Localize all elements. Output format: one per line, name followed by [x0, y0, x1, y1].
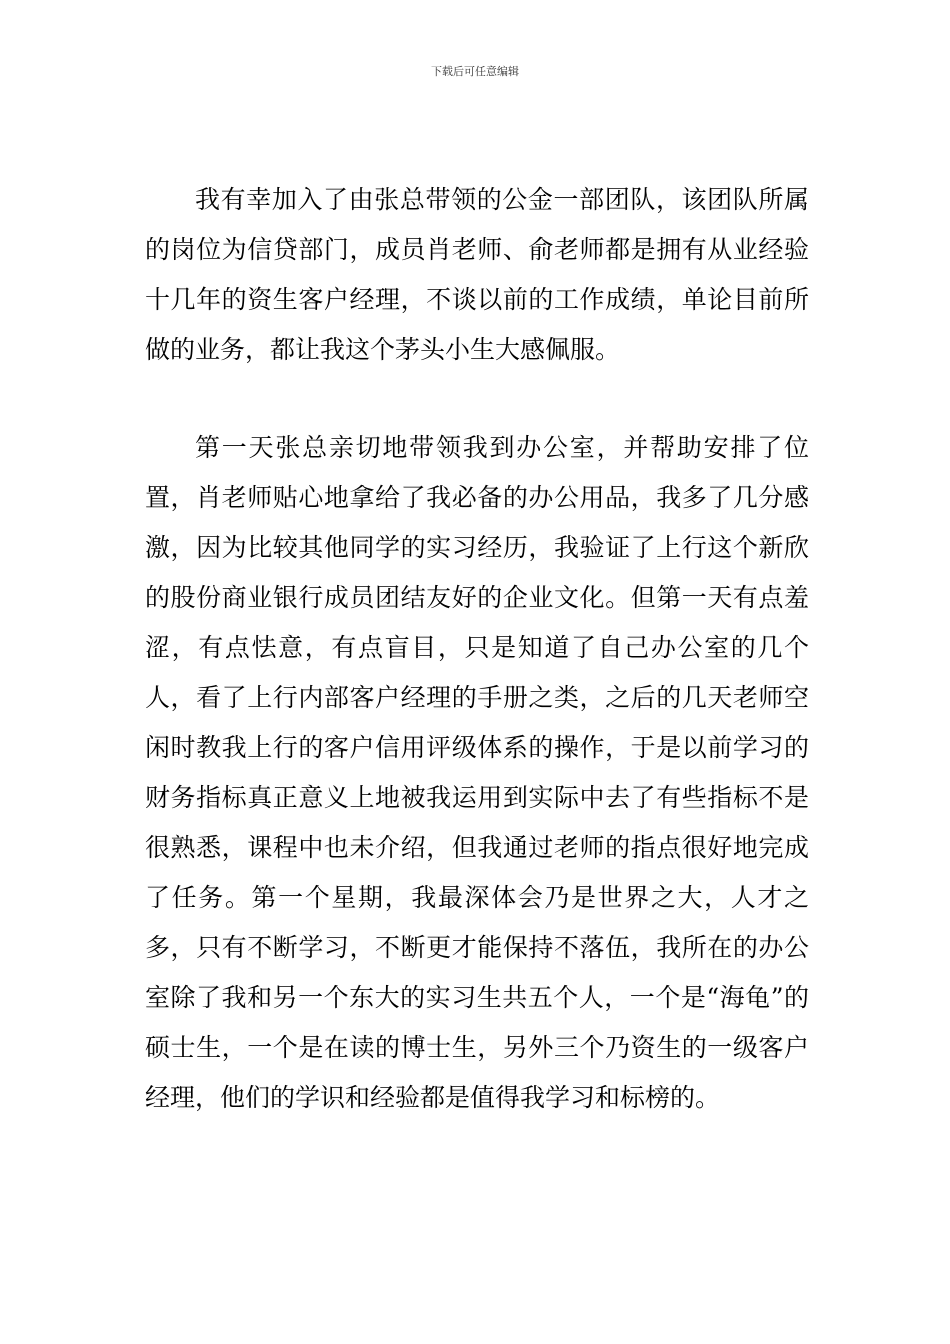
paragraph-team-introduction: 我有幸加入了由张总带领的公金一部团队，该团队所属的岗位为信贷部门，成员肖老师、俞老师都是拥有从业经验十几年的资生客户经理，不谈以前的工作成绩，单论目前所做的业务，都让我这个茅头小生大感佩服。 — [145, 185, 809, 364]
paragraph-first-week: 第一天张总亲切地带领我到办公室，并帮助安排了位置，肖老师贴心地拿给了我必备的办公用品，我多了几分感激，因为比较其他同学的实习经历，我验证了上行这个新欣的股份商业银行成员团结友好的企业文化。但第一天有点羞涩，有点怯意，有点盲目，只是知道了自己办公室的几个人，看了上行内部客户经理的手册之类，之后的几天老师空闲时教我上行的客户信用评级体系的操作，于是以前学习的财务指标真正意义上地被我运用到实际中去了有些指标不是很熟悉，课程中也未介绍，但我通过老师的指点很好地完成了任务。第一个星期，我最深体会乃是世界之大，人才之多，只有不断学习，不断更才能保持不落伍，我所在的办公室除了我和另一个东大的实习生共五个人，一个是“海龟”的硕士生，一个是在读的博士生，另外三个乃资生的一级客户经理，他们的学识和经验都是值得我学习和标榜的。 — [145, 433, 809, 1112]
header-note: 下载后可任意编辑 — [431, 65, 519, 78]
